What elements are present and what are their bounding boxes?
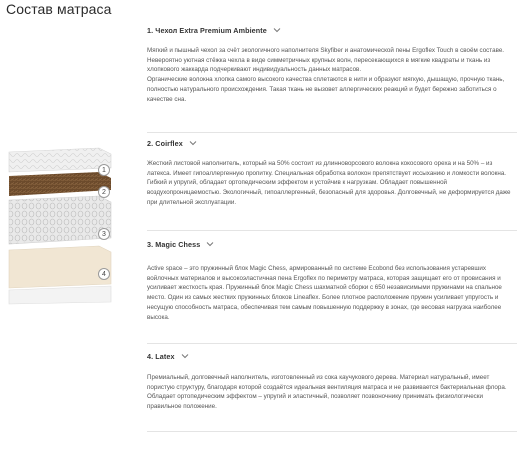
section-paragraph: Жесткий листовой наполнитель, который на 50% состоит из длинноворсового волокна кокосового ореха и на 50% – из латекса. Имеет гипоаллергенную пропитку. Специальная обработка волокон препятствует иссыханию и ломкости волокна. Гибкий и упругий, обладает ортопедическим эффектом и устойчив к нагрузкам. Обладает повышенной воздухопроницаемостью. Экологичный, гипоаллергенный, безопасный для здоровья. Долговечный, не деформируется даже при длительной эксплуатации.	[147, 160, 511, 206]
divider	[147, 132, 517, 133]
section-paragraph: Мягкий и пышный чехол за счёт экологичного наполнителя Skyfiber и анатомической пены Ergoflex Touch в своём составе. Невероятно уютная стёжка чехла в виде симметричных крупных волн, пересекающихся в мягкие квадраты и ткань из хлопкового жаккарда подчеркивают индивидуальность данных матрасов.	[147, 47, 505, 74]
layer-marker-1[interactable]: 1	[98, 164, 110, 176]
section-body-magic-chess	[147, 264, 515, 322]
section-title: 3. Magic Chess	[147, 239, 201, 249]
section-paragraph: Органические волокна хлопка самого высокого качества сплетаются в нити и образуют мягкую, дышащую, прочную ткань, полностью натурального происхождения. Такая ткань не вызовет аллергических реакций и будет бережно заботиться о качестве сна.	[147, 76, 505, 103]
section-body-cover	[147, 46, 515, 104]
section-body-coirflex	[147, 159, 515, 208]
divider	[147, 230, 517, 231]
divider	[147, 343, 517, 344]
layer-marker-4[interactable]: 4	[98, 268, 110, 280]
mattress-layers-illustration	[7, 146, 113, 306]
section-header-cover[interactable]	[147, 22, 281, 38]
page-title: Состав матраса	[6, 1, 112, 17]
section-title: 2. Coirflex	[147, 138, 183, 148]
section-header-magic-chess[interactable]	[147, 236, 214, 252]
section-header-coirflex[interactable]	[147, 135, 197, 151]
section-paragraph: Премиальный, долговечный наполнитель, изготовленный из сока каучукового дерева. Материал натуральный, имеет пористую структуру, благодаря которой создаётся идеальная вентиляция матраса и не развивается бактериальная флора. Обладает ортопедическим эффектом – упругий и эластичный, позволяет позвоночнику принимать физиологически правильное положение.	[147, 374, 507, 411]
layer-coirflex	[9, 172, 111, 196]
chevron-down-icon	[181, 353, 189, 359]
divider	[147, 431, 517, 432]
layer-latex	[9, 246, 111, 288]
section-paragraph: Active space – это пружинный блок Magic Chess, армированный по системе Ecobond без использования устаревших войлочных материалов и высокоэластичная пена Ergoflex по периметру матраса, которая защищает его от провисания и усиливает жесткость края. Пружинный блок Magic Chess шахматной сборки с 650 независимыми пружинами на спальное место. Один из самых жестких пружинных блоков Lineaflex. Более плотное расположение пружин усиливает упругость и несущую способность матраса, обеспечивая тем самым повышенную поддержку в зонах, где весовая нагрузка наиболее высока.	[147, 265, 502, 321]
chevron-down-icon	[206, 241, 214, 247]
layer-magic-chess	[9, 196, 111, 244]
section-body-latex	[147, 373, 515, 412]
chevron-down-icon	[189, 140, 197, 146]
layer-marker-3[interactable]: 3	[98, 228, 110, 240]
section-title: 4. Latex	[147, 351, 175, 361]
layer-base	[9, 286, 111, 304]
chevron-down-icon	[273, 27, 281, 33]
layer-marker-2[interactable]: 2	[98, 186, 110, 198]
section-title: 1. Чехол Extra Premium Ambiente	[147, 25, 267, 35]
layer-cover	[9, 148, 111, 172]
section-header-latex[interactable]	[147, 348, 189, 364]
